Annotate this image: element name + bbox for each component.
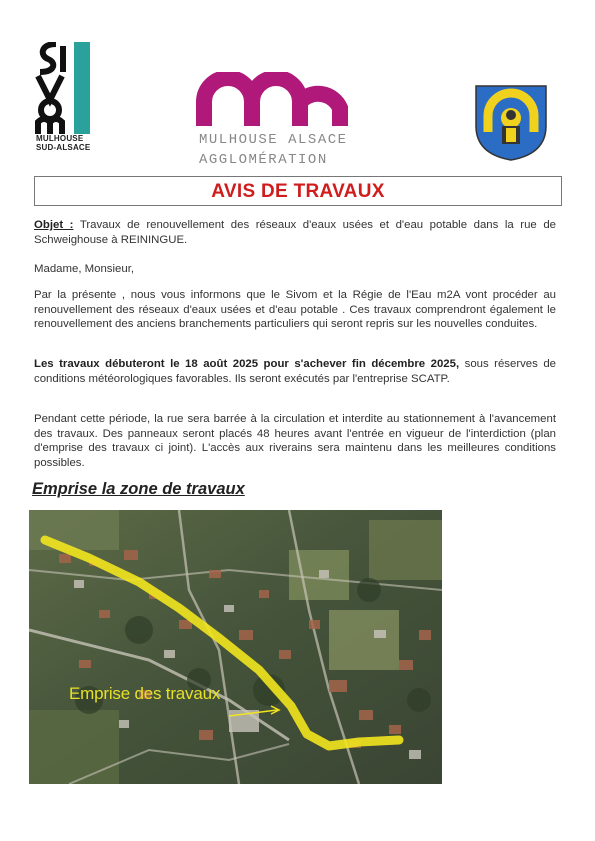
schedule-conditions: sous réserves de conditions météorologiques favorables. Ils seront exécutés par l'entreprise SCATP. (34, 358, 556, 385)
m2a-line1: MULHOUSE ALSACE (199, 132, 348, 148)
objet-label: Objet : (34, 219, 74, 231)
reiningue-crest (472, 82, 550, 162)
section-heading: Emprise la zone de travaux (32, 480, 245, 498)
map-works-label: Emprise des travaux (69, 684, 221, 703)
sivom-subtitle (36, 134, 90, 152)
objet-paragraph (34, 218, 556, 247)
schedule-paragraph (34, 357, 556, 386)
traffic-paragraph: Pendant cette période, la rue sera barrée à la circulation et interdite au stationnement à l'avancement des travaux. Des panneaux seront placés 48 heures avant l'entrée en vigueur de l'interdiction (plan d'emprise des travaux ci joint). L'accès aux riverains sera maintenu dans les meilleures conditions possibles. (34, 413, 556, 469)
m2a-wordmark (199, 130, 348, 170)
sivom-sub-line1: MULHOUSE (36, 134, 84, 143)
m2a-line2: AGGLOMÉRATION (199, 152, 328, 168)
aerial-photo (29, 510, 442, 784)
intro-paragraph: Par la présente , nous vous informons que le Sivom et la Régie de l'Eau m2A vont procéder au renouvellement des réseaux d'eaux usées et d'eau potable . Ces travaux comprendront également le renouvellement des anciens branchements particuliers qui seront repris sur les nouvelles conduites. (34, 289, 556, 330)
aerial-map (29, 510, 442, 784)
objet-text: Travaux de renouvellement des réseaux d'eaux usées et d'eau potable dans la rue de Schweighouse à REININGUE. (34, 219, 556, 246)
page-title: AVIS DE TRAVAUX (211, 181, 385, 202)
salutation: Madame, Monsieur, (34, 263, 135, 275)
title-box (34, 176, 562, 206)
schedule-dates: Les travaux débuteront le 18 août 2025 pour s'achever fin décembre 2025, (34, 358, 460, 370)
sivom-sub-line2: SUD-ALSACE (36, 143, 91, 152)
